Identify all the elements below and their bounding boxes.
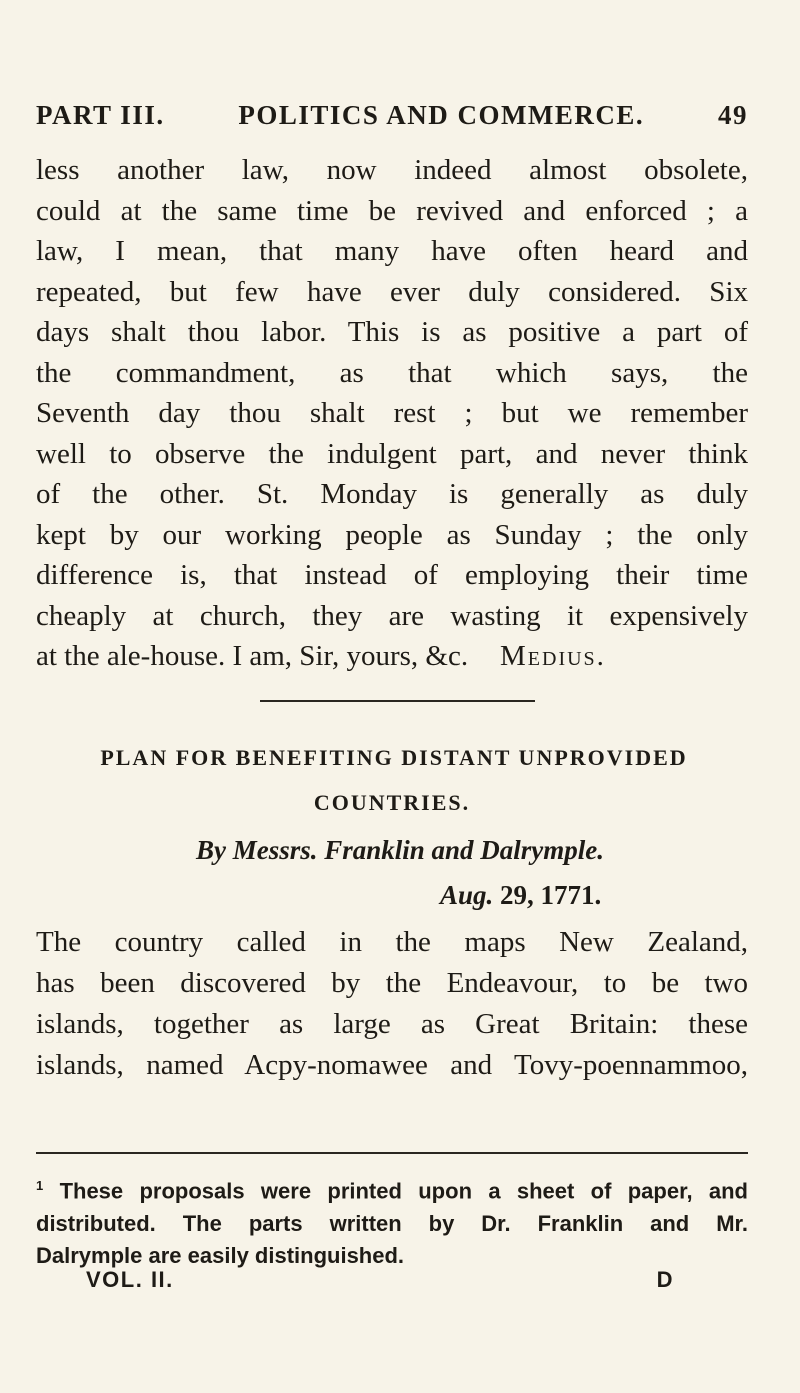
text-line: well to observe the indulgent part, and never think [36, 437, 748, 470]
footnote-divider [36, 1152, 748, 1154]
text-line: less another law, now indeed almost obsolete, [36, 154, 748, 186]
footnote-line: Dalrymple are easily distinguished. [36, 1243, 405, 1269]
text-line: the commandment, as that which says, the [36, 356, 748, 389]
date-day-year: 29, 1771. [500, 880, 602, 910]
text-line: The country called in the maps New Zealand, [36, 926, 748, 958]
text-line: could at the same time be revived and enforced ; a [36, 194, 748, 227]
header-title: POLITICS AND COMMERCE. [238, 100, 645, 130]
section-divider [260, 700, 535, 702]
section-byline: By Messrs. Franklin and Dalrymple. [195, 835, 605, 865]
running-header [36, 100, 748, 131]
text-line: at the ale-house. I am, Sir, yours, &c. [36, 640, 469, 672]
footnote-text: These proposals were printed upon a sheet of paper, and [59, 1178, 748, 1204]
section-title-line1: PLAN FOR BENEFITING DISTANT UNPROVIDED [100, 745, 688, 770]
section-title-line2: COUNTRIES. [313, 790, 471, 815]
header-part: PART III. [36, 100, 165, 130]
page-number: 49 [718, 100, 748, 130]
footnote-line: distributed. The parts written by Dr. Franklin and Mr. [36, 1210, 748, 1236]
footnote-marker: 1 [36, 1178, 44, 1193]
signature-mark: D [656, 1267, 674, 1292]
text-line: cheaply at church, they are wasting it expensively [36, 599, 748, 632]
page-footer [86, 1267, 674, 1293]
date-month: Aug. [440, 880, 494, 910]
footnote-line [36, 1170, 748, 1208]
text-line: Seventh day thou shalt rest ; but we remember [36, 397, 748, 429]
footnote [36, 1170, 748, 1273]
letter-signature: Medius. [500, 640, 606, 672]
text-line: islands, together as large as Great Britain: these [36, 1008, 748, 1040]
text-line: days shalt thou labor. This is as positive a part of [36, 316, 748, 348]
volume-label: VOL. II. [86, 1267, 174, 1292]
text-line: repeated, but few have ever duly considered. Six [36, 275, 748, 308]
letter-body [36, 150, 748, 677]
section-date [440, 880, 601, 911]
text-line: islands, named Acpy-nomawee and Tovy-poennammoo, [36, 1049, 748, 1081]
text-line: law, I mean, that many have often heard and [36, 235, 748, 267]
section-body [36, 922, 748, 1086]
text-line: has been discovered by the Endeavour, to be two [36, 967, 748, 999]
text-line: difference is, that instead of employing their time [36, 559, 748, 591]
text-line: of the other. St. Monday is generally as duly [36, 478, 748, 510]
text-line: kept by our working people as Sunday ; the only [36, 518, 748, 551]
